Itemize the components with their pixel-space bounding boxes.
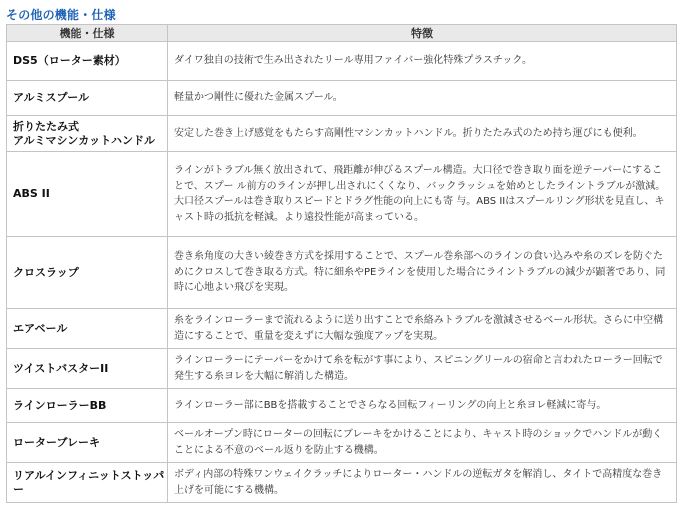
feature-name: ABS II [7,152,168,237]
table-row [7,152,677,237]
feature-description: ラインがトラブル無く放出されて、飛距離が伸びるスプール構造。大口径で巻き取り面を逆テーパーにすることで、スプー ル前方のラインが押し出されにくくなり、バックラッシュを始めとしたライントラブルが激減。大口径スプールは巻き取りスピードとドラグ性能の向上にも寄 与。ABS IIはスプールリング形状を見直し、キャスト時の抵抗を軽減。より遠投性能が高まっている。 [168,152,677,237]
feature-description: ベールオープン時にローターの回転にブレーキをかけることにより、キャスト時のショックでハンドルが動くことによる不意のベール返りを防止する機構。 [168,423,677,463]
feature-description: ダイワ独自の技術で生み出されたリール専用ファイバー強化特殊プラスチック。 [168,42,677,81]
table-row [7,116,677,152]
header-description: 特徴 [168,25,677,42]
feature-name: クロスラップ [7,237,168,309]
feature-description: 軽量かつ剛性に優れた金属スプール。 [168,81,677,116]
table-row [7,42,677,81]
feature-description: 糸をラインローラーまで流れるように送り出すことで糸絡みトラブルを激減させるベール形状。さらに中空構造にすることで、重量を変えずに大幅な強度アップを実現。 [168,309,677,349]
feature-description: 巻き糸角度の大きい綾巻き方式を採用することで、スプール巻糸部へのラインの食い込みや糸のズレを防ぐためにクロスして巻き取る方式。特に細糸やPEラインを使用した場合にライントラブルの減少が顕著であり、同時に心地よい飛びを実現。 [168,237,677,309]
feature-description: ラインローラー部にBBを搭載することでさらなる回転フィーリングの向上と糸ヨレ軽減に寄与。 [168,389,677,423]
feature-description: ラインローラーにテーパーをかけて糸を転がす事により、スピニングリールの宿命と言われたローラー回転で発生する糸ヨレを大幅に解消した構造。 [168,349,677,389]
table-row [7,389,677,423]
feature-name: リアルインフィニットストッパー [7,463,168,503]
table-row [7,463,677,503]
feature-description: 安定した巻き上げ感覚をもたらす高剛性マシンカットハンドル。折りたたみ式のため持ち運びにも便利。 [168,116,677,152]
table-row [7,81,677,116]
table-row [7,237,677,309]
feature-name: エアベール [7,309,168,349]
table-row [7,423,677,463]
feature-name: ツイストバスターII [7,349,168,389]
feature-description: ボディ内部の特殊ワンウェイクラッチによりローター・ハンドルの逆転ガタを解消し、タイトで高精度な巻き上げを可能にする機構。 [168,463,677,503]
table-row [7,309,677,349]
table-header-row [7,25,677,42]
feature-name: ラインローラーBB [7,389,168,423]
feature-name: アルミスプール [7,81,168,116]
feature-name: ローターブレーキ [7,423,168,463]
spec-table [6,24,677,503]
table-row [7,349,677,389]
section-title: その他の機能・仕様 [6,8,116,22]
feature-name: DS5（ローター素材） [7,42,168,81]
header-feature: 機能・仕様 [7,25,168,42]
feature-name: 折りたたみ式 アルミマシンカットハンドル [7,116,168,152]
